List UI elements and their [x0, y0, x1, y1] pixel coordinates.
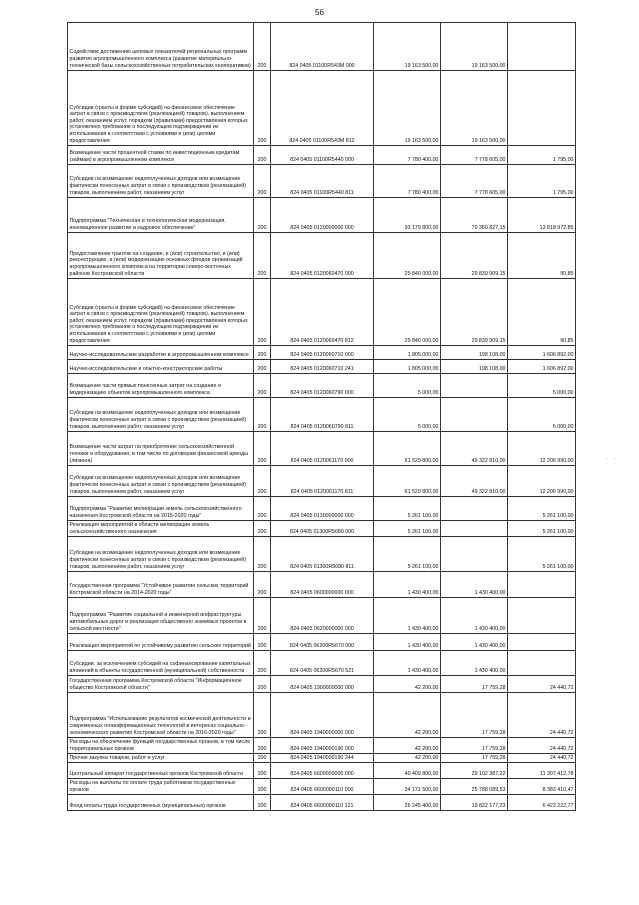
row-planned-amount: 40 409 800,00 [374, 763, 441, 779]
table-row [68, 738, 576, 754]
row-name: Подпрограмма "Развитие мелиорации земель сельскохозяйственного назначения Костромской области на 2015-2020 годы" [68, 497, 254, 521]
row-line-code: 200 [254, 398, 271, 432]
row-line-code: 200 [254, 521, 271, 537]
row-planned-amount: 29 840 000,00 [374, 279, 441, 346]
row-budget-classification: 824 0405 0120060790 811 [271, 398, 374, 432]
row-unexecuted-amount: 5 000,00 [508, 374, 576, 398]
row-executed-amount: 1 430 400,00 [441, 572, 508, 598]
row-planned-amount: 19 163 500,00 [374, 23, 441, 71]
row-planned-amount: 5 261 100,00 [374, 521, 441, 537]
row-budget-classification: 824 0405 6600000110 121 [271, 795, 374, 811]
row-line-code: 200 [254, 634, 271, 651]
row-name: Подпрограмма "Развитие социальной и инженерной инфраструктуры, автомобильных дорог и реализация общественно значимых проектов в сельской местности" [68, 598, 254, 634]
row-name: Подпрограмма "Техническая и технологическая модернизация, инновационное развитие и кадровое обеспечение" [68, 198, 254, 233]
row-unexecuted-amount [508, 23, 576, 71]
row-executed-amount [441, 374, 508, 398]
row-unexecuted-amount: 5 000,00 [508, 398, 576, 432]
row-budget-classification: 824 0405 1940000190 244 [271, 754, 374, 763]
row-unexecuted-amount: 12 206 990,00 [508, 432, 576, 466]
row-executed-amount: 19 163 500,00 [441, 23, 508, 71]
row-unexecuted-amount: 1 606 892,00 [508, 360, 576, 374]
row-planned-amount: 5 000,00 [374, 398, 441, 432]
table-row [68, 279, 576, 346]
row-planned-amount: 7 780 400,00 [374, 146, 441, 165]
row-unexecuted-amount: 13 818 972,85 [508, 198, 576, 233]
row-line-code: 200 [254, 537, 271, 572]
row-budget-classification: 824 0405 0120060790 000 [271, 374, 374, 398]
row-line-code: 200 [254, 651, 271, 676]
row-name: Субсидии на возмещение недополученных доходов или возмещение фактически понесенных затрат в связи с производством (реализацией) товаров, выполнением работ, оказанием услуг [68, 537, 254, 572]
row-planned-amount: 93 179 800,00 [374, 198, 441, 233]
row-unexecuted-amount: 1 795,00 [508, 165, 576, 198]
row-name: Государственная программа "Устойчивое развитие сельских территорий Костромской области на 2014-2020 годы" [68, 572, 254, 598]
row-name: Подпрограмма "Использование результатов космической деятельности и современных геоинформационных технологий в интересах социально-экономического развития Костромской области на 2016-2020 годы" [68, 693, 254, 738]
table-row [68, 779, 576, 795]
row-line-code: 200 [254, 676, 271, 693]
row-planned-amount: 7 780 400,00 [374, 165, 441, 198]
row-planned-amount: 1 430 400,00 [374, 634, 441, 651]
row-budget-classification: 824 0405 01100R5440 000 [271, 146, 374, 165]
table-row [68, 374, 576, 398]
row-name: Субсидии на возмещение недополученных доходов или возмещение фактически понесенных затрат в связи с производством (реализацией) товаров, выполнением работ, оказанием услуг [68, 466, 254, 497]
row-executed-amount: 49 322 810,00 [441, 466, 508, 497]
row-unexecuted-amount: 1 795,00 [508, 146, 576, 165]
row-line-code: 200 [254, 374, 271, 398]
row-executed-amount [441, 497, 508, 521]
row-name: Научно-исследовательские и опытно-конструкторские работы [68, 360, 254, 374]
row-executed-amount: 17 759,28 [441, 738, 508, 754]
table-row [68, 360, 576, 374]
table-row [68, 763, 576, 779]
row-budget-classification: 824 0405 1940000000 000 [271, 693, 374, 738]
row-planned-amount: 1 430 400,00 [374, 651, 441, 676]
row-budget-classification: 824 0405 06200R5670 521 [271, 651, 374, 676]
row-executed-amount: 1 430 400,00 [441, 634, 508, 651]
row-planned-amount: 1 805 000,00 [374, 346, 441, 360]
row-planned-amount: 5 261 100,00 [374, 537, 441, 572]
row-unexecuted-amount: 12 206 990,00 [508, 466, 576, 497]
row-budget-classification: 824 0405 01100R543M 000 [271, 23, 374, 71]
row-line-code: 200 [254, 198, 271, 233]
row-budget-classification: 824 0405 0120060710 241 [271, 360, 374, 374]
row-budget-classification: 824 0405 6600000110 000 [271, 779, 374, 795]
row-budget-classification: 824 0405 06200R5670 000 [271, 634, 374, 651]
row-budget-classification: 824 0405 01100R543M 812 [271, 71, 374, 146]
table-row [68, 198, 576, 233]
row-name: Субсидии (гранты в форме субсидий) на финансовое обеспечение затрат в связи с производством (реализацией) товаров), выполнением работ, оказанием услуг, порядком (правилами) предоставления которых установлено требование о последующем подтверждении их использования в соответствии с условиями и (или) целями предоставления [68, 71, 254, 146]
row-unexecuted-amount [508, 598, 576, 634]
row-unexecuted-amount: 24 440,72 [508, 676, 576, 693]
row-planned-amount: 26 245 400,00 [374, 795, 441, 811]
row-name: Субсидии, за исключением субсидий на софинансирование капитальных вложений в объекты государственной (муниципальной) собственности [68, 651, 254, 676]
table-row [68, 71, 576, 146]
table-row [68, 23, 576, 71]
row-line-code: 200 [254, 598, 271, 634]
table-row [68, 146, 576, 165]
row-line-code: 200 [254, 360, 271, 374]
row-executed-amount: 1 430 400,00 [441, 598, 508, 634]
row-budget-classification: 824 0405 0120060470 000 [271, 233, 374, 279]
row-name: Возмещение части процентной ставки по инвестиционным кредитам (займам) в агропромышленном комплексе [68, 146, 254, 165]
row-name: Субсидии (гранты в форме субсидий) на финансовое обеспечение затрат в связи с производством (реализацией) товаров), выполнением работ, оказанием услуг, порядком (правилами) предоставления которых установлено требование о последующем подтверждении их использования в соответствии с условиями и (или) целями предоставления [68, 279, 254, 346]
row-budget-classification: 824 0405 0120061170 000 [271, 432, 374, 466]
row-executed-amount: 29 102 387,22 [441, 763, 508, 779]
row-planned-amount: 61 529 800,00 [374, 466, 441, 497]
table-row [68, 497, 576, 521]
row-executed-amount: 29 839 909,15 [441, 279, 508, 346]
row-executed-amount: 17 759,28 [441, 693, 508, 738]
row-unexecuted-amount: 90,85 [508, 279, 576, 346]
row-planned-amount: 61 529 800,00 [374, 432, 441, 466]
row-budget-classification: 824 0405 01300R5680 000 [271, 521, 374, 537]
table-row [68, 432, 576, 466]
row-unexecuted-amount: 5 261 100,00 [508, 521, 576, 537]
row-line-code: 200 [254, 795, 271, 811]
row-line-code: 200 [254, 23, 271, 71]
row-executed-amount: 7 778 605,00 [441, 165, 508, 198]
row-planned-amount: 5 261 100,00 [374, 497, 441, 521]
table-row [68, 398, 576, 432]
row-unexecuted-amount: 8 383 410,47 [508, 779, 576, 795]
row-executed-amount: 79 360 827,15 [441, 198, 508, 233]
row-executed-amount: 198 108,00 [441, 346, 508, 360]
row-unexecuted-amount: 5 261 100,00 [508, 497, 576, 521]
row-line-code: 200 [254, 466, 271, 497]
row-budget-classification: 824 0405 6600000000 000 [271, 763, 374, 779]
row-name: Возмещение части затрат на приобретение сельскохозяйственной техники и оборудования, в том числе по договорам финансовой аренды (лизинга) [68, 432, 254, 466]
row-line-code: 200 [254, 572, 271, 598]
table-row [68, 521, 576, 537]
row-executed-amount: 1 430 400,00 [441, 651, 508, 676]
row-executed-amount: 25 788 089,53 [441, 779, 508, 795]
row-planned-amount: 1 805 000,00 [374, 360, 441, 374]
row-line-code: 200 [254, 233, 271, 279]
row-executed-amount: 29 839 909,15 [441, 233, 508, 279]
table-row [68, 795, 576, 811]
table-row [68, 676, 576, 693]
row-budget-classification: 824 0405 0120061170 811 [271, 466, 374, 497]
row-name: Расходы на обеспечение функций государственных органов, в том числе территориальных органов [68, 738, 254, 754]
row-line-code: 200 [254, 71, 271, 146]
row-line-code: 200 [254, 146, 271, 165]
row-name: Предоставление грантов на создание, и (или) строительство, и (или) реконструкцию, и (или) модернизацию основных фондов организаций агропромышленного комплекса на территории северо-восточных районов Костромской области [68, 233, 254, 279]
row-name: Субсидии на возмещение недополученных доходов или возмещение фактически понесенных затрат в связи с производством (реализацией) товаров, выполнением работ, оказанием услуг [68, 398, 254, 432]
row-budget-classification: 824 0405 0620000000 000 [271, 598, 374, 634]
budget-execution-table [67, 22, 576, 811]
row-unexecuted-amount: 24 440,72 [508, 754, 576, 763]
row-executed-amount: 49 322 810,00 [441, 432, 508, 466]
row-executed-amount: 19 163 500,00 [441, 71, 508, 146]
row-budget-classification: 824 0405 01300R5680 811 [271, 537, 374, 572]
row-unexecuted-amount: 24 440,72 [508, 738, 576, 754]
row-budget-classification: 824 0405 01100R5440 811 [271, 165, 374, 198]
row-planned-amount: 42 200,00 [374, 676, 441, 693]
table-row [68, 346, 576, 360]
row-line-code: 200 [254, 763, 271, 779]
row-unexecuted-amount [508, 651, 576, 676]
row-executed-amount: 17 759,28 [441, 676, 508, 693]
row-name: Прочая закупка товаров, работ и услуг [68, 754, 254, 763]
row-name: Фонд оплаты труда государственных (муниципальных) органов [68, 795, 254, 811]
row-name: Реализация мероприятий в области мелиорации земель сельскохозяйственного назначения [68, 521, 254, 537]
table-row [68, 572, 576, 598]
row-executed-amount [441, 537, 508, 572]
row-name: Возмещение части прямых понесенных затрат на создание и модернизацию объектов агропромышленного комплекса [68, 374, 254, 398]
table-row [68, 693, 576, 738]
row-line-code: 200 [254, 738, 271, 754]
row-budget-classification: 824 0405 0120000000 000 [271, 198, 374, 233]
row-line-code: 200 [254, 432, 271, 466]
scan-mark: · · [606, 456, 618, 462]
row-unexecuted-amount [508, 572, 576, 598]
row-budget-classification: 824 0405 1900000000 000 [271, 676, 374, 693]
row-executed-amount: 17 759,28 [441, 754, 508, 763]
row-planned-amount: 1 430 400,00 [374, 572, 441, 598]
row-name: Научно-исследовательские разработки в агропромышленном комплексе [68, 346, 254, 360]
row-executed-amount: 19 822 177,23 [441, 795, 508, 811]
row-unexecuted-amount: 24 440,72 [508, 693, 576, 738]
row-name: Центральный аппарат государственных органов Костромской области [68, 763, 254, 779]
row-line-code: 200 [254, 346, 271, 360]
table-row [68, 165, 576, 198]
row-budget-classification: 824 0405 1940000190 000 [271, 738, 374, 754]
row-budget-classification: 824 0405 0120060470 812 [271, 279, 374, 346]
row-unexecuted-amount: 11 307 412,78 [508, 763, 576, 779]
row-planned-amount: 42 200,00 [374, 738, 441, 754]
row-planned-amount: 34 171 500,00 [374, 779, 441, 795]
row-line-code: 200 [254, 693, 271, 738]
row-unexecuted-amount: 90,85 [508, 233, 576, 279]
row-budget-classification: 824 0405 0600000000 000 [271, 572, 374, 598]
row-line-code: 200 [254, 165, 271, 198]
row-executed-amount: 7 778 605,00 [441, 146, 508, 165]
row-planned-amount: 1 430 400,00 [374, 598, 441, 634]
table-row [68, 598, 576, 634]
table-row [68, 537, 576, 572]
row-line-code: 200 [254, 754, 271, 763]
row-executed-amount [441, 521, 508, 537]
row-planned-amount: 42 200,00 [374, 754, 441, 763]
row-unexecuted-amount: 6 423 222,77 [508, 795, 576, 811]
table-row [68, 233, 576, 279]
row-line-code: 200 [254, 279, 271, 346]
row-name: Государственная программа Костромской области "Информационное общество Костромской области" [68, 676, 254, 693]
row-planned-amount: 19 163 500,00 [374, 71, 441, 146]
row-line-code: 200 [254, 779, 271, 795]
row-name: Субсидии на возмещение недополученных доходов или возмещение фактически понесенных затрат в связи с производством (реализацией) товаров, выполнением работ, оказанием услуг [68, 165, 254, 198]
row-planned-amount: 5 000,00 [374, 374, 441, 398]
row-executed-amount [441, 398, 508, 432]
table-row [68, 466, 576, 497]
row-budget-classification: 824 0405 0130000000 000 [271, 497, 374, 521]
table-row [68, 754, 576, 763]
row-line-code: 200 [254, 497, 271, 521]
row-unexecuted-amount: 1 606 892,00 [508, 346, 576, 360]
row-name: Реализация мероприятий по устойчивому развитию сельских территорий [68, 634, 254, 651]
row-budget-classification: 824 0405 0120060710 000 [271, 346, 374, 360]
row-name: Содействие достижению целевых показателей региональных программ развития агропромышленного комплекса (развитие материально-технической базы сельскохозяйственных потребительских кооперативов) [68, 23, 254, 71]
page-number: 56 [315, 8, 324, 17]
row-unexecuted-amount: 5 261 100,00 [508, 537, 576, 572]
row-executed-amount: 198 108,00 [441, 360, 508, 374]
table-body [68, 23, 576, 811]
table-row [68, 651, 576, 676]
row-unexecuted-amount [508, 71, 576, 146]
row-unexecuted-amount [508, 634, 576, 651]
row-name: Расходы на выплаты по оплате труда работников государственных органов [68, 779, 254, 795]
row-planned-amount: 42 200,00 [374, 693, 441, 738]
row-planned-amount: 29 840 000,00 [374, 233, 441, 279]
table-row [68, 634, 576, 651]
